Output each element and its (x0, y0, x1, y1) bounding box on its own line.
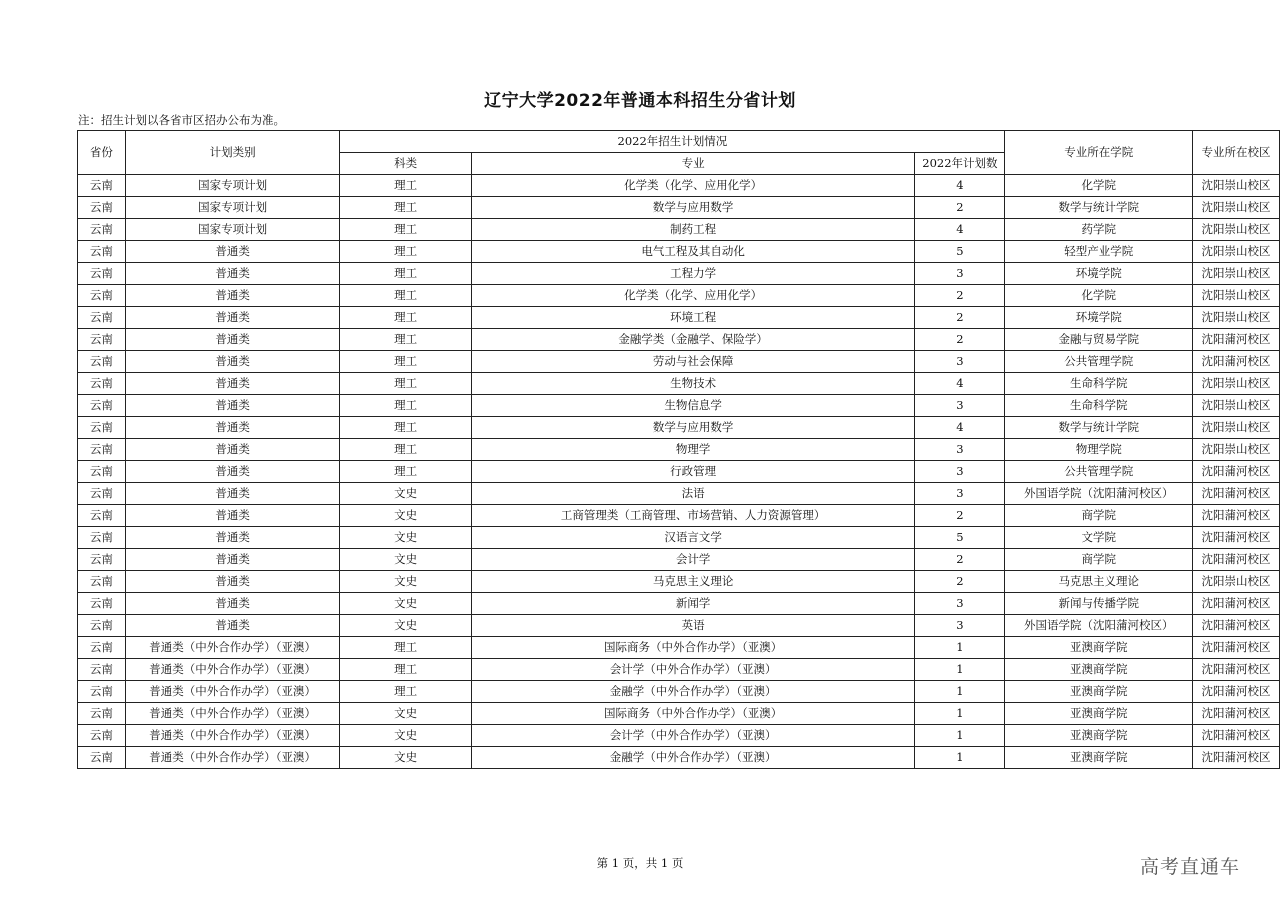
cell-college: 药学院 (1005, 219, 1193, 241)
cell-province: 云南 (78, 659, 126, 681)
header-count: 2022年计划数 (915, 153, 1005, 175)
cell-count: 2 (915, 307, 1005, 329)
cell-count: 3 (915, 615, 1005, 637)
cell-subject: 理工 (340, 373, 471, 395)
cell-province: 云南 (78, 549, 126, 571)
cell-college: 化学院 (1005, 175, 1193, 197)
cell-count: 2 (915, 505, 1005, 527)
cell-count: 3 (915, 461, 1005, 483)
table-row (78, 637, 1280, 659)
cell-major: 国际商务（中外合作办学）（亚澳） (471, 703, 915, 725)
table-row (78, 461, 1280, 483)
cell-college: 物理学院 (1005, 439, 1193, 461)
cell-campus: 沈阳蒲河校区 (1193, 329, 1280, 351)
cell-college: 亚澳商学院 (1005, 747, 1193, 769)
watermark: 高考直通车 (1140, 856, 1241, 878)
cell-campus: 沈阳崇山校区 (1193, 175, 1280, 197)
table-row (78, 659, 1280, 681)
cell-province: 云南 (78, 725, 126, 747)
table-row (78, 549, 1280, 571)
cell-subject: 理工 (340, 219, 471, 241)
cell-major: 金融学（中外合作办学）（亚澳） (471, 681, 915, 703)
cell-major: 金融学（中外合作办学）（亚澳） (471, 747, 915, 769)
cell-major: 制药工程 (471, 219, 915, 241)
cell-subject: 文史 (340, 593, 471, 615)
header-campus: 专业所在校区 (1193, 131, 1280, 175)
cell-province: 云南 (78, 461, 126, 483)
header-plan-group: 2022年招生计划情况 (340, 131, 1005, 153)
cell-subject: 文史 (340, 615, 471, 637)
cell-province: 云南 (78, 593, 126, 615)
cell-college: 数学与统计学院 (1005, 417, 1193, 439)
cell-college: 轻型产业学院 (1005, 241, 1193, 263)
cell-province: 云南 (78, 615, 126, 637)
cell-campus: 沈阳崇山校区 (1193, 571, 1280, 593)
cell-count: 3 (915, 395, 1005, 417)
cell-province: 云南 (78, 197, 126, 219)
cell-major: 国际商务（中外合作办学）（亚澳） (471, 637, 915, 659)
header-major: 专业 (471, 153, 915, 175)
cell-college: 商学院 (1005, 549, 1193, 571)
cell-plan-type: 普通类（中外合作办学）（亚澳） (125, 637, 340, 659)
cell-count: 5 (915, 527, 1005, 549)
cell-count: 3 (915, 483, 1005, 505)
cell-province: 云南 (78, 505, 126, 527)
cell-major: 新闻学 (471, 593, 915, 615)
cell-province: 云南 (78, 219, 126, 241)
cell-campus: 沈阳崇山校区 (1193, 219, 1280, 241)
cell-province: 云南 (78, 439, 126, 461)
header-subject: 科类 (340, 153, 471, 175)
cell-college: 外国语学院（沈阳蒲河校区） (1005, 483, 1193, 505)
page-footer: 第 1 页，共 1 页 (596, 856, 684, 870)
cell-campus: 沈阳蒲河校区 (1193, 681, 1280, 703)
table-row (78, 197, 1280, 219)
cell-campus: 沈阳崇山校区 (1193, 241, 1280, 263)
cell-subject: 理工 (340, 439, 471, 461)
cell-plan-type: 普通类 (125, 527, 340, 549)
cell-college: 公共管理学院 (1005, 461, 1193, 483)
cell-major: 化学类（化学、应用化学） (471, 285, 915, 307)
table-row (78, 417, 1280, 439)
cell-subject: 理工 (340, 285, 471, 307)
cell-major: 数学与应用数学 (471, 417, 915, 439)
cell-campus: 沈阳蒲河校区 (1193, 483, 1280, 505)
cell-campus: 沈阳蒲河校区 (1193, 703, 1280, 725)
cell-major: 工程力学 (471, 263, 915, 285)
table-row (78, 263, 1280, 285)
cell-major: 法语 (471, 483, 915, 505)
cell-count: 1 (915, 703, 1005, 725)
cell-subject: 文史 (340, 483, 471, 505)
header-plan-type: 计划类别 (125, 131, 340, 175)
cell-campus: 沈阳蒲河校区 (1193, 351, 1280, 373)
cell-province: 云南 (78, 373, 126, 395)
cell-province: 云南 (78, 637, 126, 659)
table-row (78, 285, 1280, 307)
cell-count: 3 (915, 351, 1005, 373)
cell-campus: 沈阳崇山校区 (1193, 439, 1280, 461)
cell-college: 亚澳商学院 (1005, 725, 1193, 747)
cell-campus: 沈阳崇山校区 (1193, 285, 1280, 307)
cell-college: 金融与贸易学院 (1005, 329, 1193, 351)
table-row (78, 439, 1280, 461)
cell-count: 2 (915, 549, 1005, 571)
cell-subject: 理工 (340, 241, 471, 263)
cell-count: 3 (915, 263, 1005, 285)
cell-campus: 沈阳蒲河校区 (1193, 637, 1280, 659)
cell-count: 5 (915, 241, 1005, 263)
cell-plan-type: 普通类 (125, 461, 340, 483)
cell-province: 云南 (78, 703, 126, 725)
cell-college: 生命科学院 (1005, 373, 1193, 395)
table-row (78, 703, 1280, 725)
cell-subject: 文史 (340, 527, 471, 549)
cell-college: 环境学院 (1005, 263, 1193, 285)
cell-college: 亚澳商学院 (1005, 703, 1193, 725)
cell-plan-type: 国家专项计划 (125, 219, 340, 241)
table-row (78, 351, 1280, 373)
table-row (78, 329, 1280, 351)
cell-count: 1 (915, 747, 1005, 769)
cell-campus: 沈阳蒲河校区 (1193, 593, 1280, 615)
cell-province: 云南 (78, 285, 126, 307)
cell-subject: 文史 (340, 549, 471, 571)
cell-college: 公共管理学院 (1005, 351, 1193, 373)
cell-count: 2 (915, 329, 1005, 351)
cell-province: 云南 (78, 681, 126, 703)
cell-plan-type: 普通类（中外合作办学）（亚澳） (125, 681, 340, 703)
cell-province: 云南 (78, 483, 126, 505)
cell-campus: 沈阳崇山校区 (1193, 417, 1280, 439)
cell-plan-type: 普通类（中外合作办学）（亚澳） (125, 703, 340, 725)
cell-province: 云南 (78, 395, 126, 417)
cell-plan-type: 国家专项计划 (125, 197, 340, 219)
cell-major: 环境工程 (471, 307, 915, 329)
table-row (78, 571, 1280, 593)
cell-province: 云南 (78, 351, 126, 373)
cell-plan-type: 普通类 (125, 483, 340, 505)
cell-campus: 沈阳蒲河校区 (1193, 527, 1280, 549)
cell-plan-type: 普通类 (125, 263, 340, 285)
cell-major: 会计学 (471, 549, 915, 571)
cell-plan-type: 普通类 (125, 373, 340, 395)
cell-province: 云南 (78, 571, 126, 593)
cell-college: 亚澳商学院 (1005, 637, 1193, 659)
cell-count: 4 (915, 373, 1005, 395)
cell-subject: 理工 (340, 659, 471, 681)
cell-count: 1 (915, 681, 1005, 703)
cell-college: 环境学院 (1005, 307, 1193, 329)
cell-plan-type: 普通类 (125, 549, 340, 571)
cell-count: 2 (915, 197, 1005, 219)
cell-college: 商学院 (1005, 505, 1193, 527)
cell-college: 马克思主义理论 (1005, 571, 1193, 593)
cell-plan-type: 普通类 (125, 307, 340, 329)
cell-province: 云南 (78, 175, 126, 197)
cell-province: 云南 (78, 307, 126, 329)
cell-count: 1 (915, 725, 1005, 747)
cell-campus: 沈阳蒲河校区 (1193, 461, 1280, 483)
cell-plan-type: 国家专项计划 (125, 175, 340, 197)
table-row (78, 219, 1280, 241)
table-row (78, 681, 1280, 703)
cell-plan-type: 普通类 (125, 285, 340, 307)
header-province: 省份 (78, 131, 126, 175)
cell-count: 4 (915, 175, 1005, 197)
header-college: 专业所在学院 (1005, 131, 1193, 175)
table-row (78, 527, 1280, 549)
table-row (78, 505, 1280, 527)
cell-campus: 沈阳蒲河校区 (1193, 725, 1280, 747)
cell-province: 云南 (78, 747, 126, 769)
cell-plan-type: 普通类 (125, 505, 340, 527)
cell-major: 劳动与社会保障 (471, 351, 915, 373)
table-row (78, 483, 1280, 505)
cell-subject: 理工 (340, 395, 471, 417)
cell-major: 汉语言文学 (471, 527, 915, 549)
cell-campus: 沈阳蒲河校区 (1193, 747, 1280, 769)
cell-province: 云南 (78, 527, 126, 549)
cell-subject: 文史 (340, 571, 471, 593)
cell-major: 化学类（化学、应用化学） (471, 175, 915, 197)
cell-campus: 沈阳蒲河校区 (1193, 549, 1280, 571)
table-row (78, 593, 1280, 615)
cell-plan-type: 普通类 (125, 395, 340, 417)
cell-subject: 理工 (340, 461, 471, 483)
cell-college: 新闻与传播学院 (1005, 593, 1193, 615)
cell-major: 生物技术 (471, 373, 915, 395)
cell-subject: 文史 (340, 725, 471, 747)
cell-subject: 理工 (340, 307, 471, 329)
cell-campus: 沈阳崇山校区 (1193, 197, 1280, 219)
cell-plan-type: 普通类（中外合作办学）（亚澳） (125, 747, 340, 769)
cell-college: 亚澳商学院 (1005, 681, 1193, 703)
cell-plan-type: 普通类 (125, 417, 340, 439)
cell-campus: 沈阳蒲河校区 (1193, 615, 1280, 637)
cell-plan-type: 普通类 (125, 241, 340, 263)
cell-subject: 理工 (340, 197, 471, 219)
cell-province: 云南 (78, 241, 126, 263)
cell-campus: 沈阳崇山校区 (1193, 373, 1280, 395)
table-row (78, 373, 1280, 395)
cell-count: 4 (915, 417, 1005, 439)
cell-subject: 理工 (340, 637, 471, 659)
cell-subject: 理工 (340, 329, 471, 351)
note-text: 注：招生计划以各省市区招办公布为准。 (78, 113, 285, 127)
cell-plan-type: 普通类 (125, 329, 340, 351)
cell-province: 云南 (78, 263, 126, 285)
cell-major: 物理学 (471, 439, 915, 461)
cell-major: 数学与应用数学 (471, 197, 915, 219)
cell-count: 3 (915, 439, 1005, 461)
cell-major: 会计学（中外合作办学）（亚澳） (471, 659, 915, 681)
cell-campus: 沈阳蒲河校区 (1193, 659, 1280, 681)
cell-major: 行政管理 (471, 461, 915, 483)
cell-plan-type: 普通类 (125, 593, 340, 615)
cell-subject: 理工 (340, 417, 471, 439)
table-row (78, 615, 1280, 637)
cell-plan-type: 普通类 (125, 351, 340, 373)
cell-campus: 沈阳崇山校区 (1193, 307, 1280, 329)
cell-plan-type: 普通类 (125, 439, 340, 461)
cell-count: 2 (915, 285, 1005, 307)
cell-subject: 理工 (340, 681, 471, 703)
cell-count: 3 (915, 593, 1005, 615)
cell-subject: 理工 (340, 263, 471, 285)
cell-major: 工商管理类（工商管理、市场营销、人力资源管理） (471, 505, 915, 527)
table-row (78, 395, 1280, 417)
enrollment-plan-table (77, 130, 1280, 769)
table-row (78, 747, 1280, 769)
table-row (78, 307, 1280, 329)
cell-major: 金融学类（金融学、保险学） (471, 329, 915, 351)
cell-subject: 文史 (340, 505, 471, 527)
table-row (78, 175, 1280, 197)
cell-campus: 沈阳崇山校区 (1193, 395, 1280, 417)
cell-plan-type: 普通类 (125, 571, 340, 593)
cell-count: 2 (915, 571, 1005, 593)
cell-province: 云南 (78, 417, 126, 439)
cell-subject: 文史 (340, 703, 471, 725)
cell-campus: 沈阳蒲河校区 (1193, 505, 1280, 527)
page-title: 辽宁大学2022年普通本科招生分省计划 (484, 91, 796, 111)
cell-college: 生命科学院 (1005, 395, 1193, 417)
cell-subject: 理工 (340, 351, 471, 373)
cell-major: 马克思主义理论 (471, 571, 915, 593)
table-body (78, 175, 1280, 769)
cell-count: 1 (915, 637, 1005, 659)
table-row (78, 241, 1280, 263)
cell-province: 云南 (78, 329, 126, 351)
cell-count: 4 (915, 219, 1005, 241)
cell-major: 生物信息学 (471, 395, 915, 417)
cell-major: 英语 (471, 615, 915, 637)
table-row (78, 725, 1280, 747)
cell-college: 文学院 (1005, 527, 1193, 549)
cell-campus: 沈阳崇山校区 (1193, 263, 1280, 285)
cell-college: 数学与统计学院 (1005, 197, 1193, 219)
cell-plan-type: 普通类 (125, 615, 340, 637)
cell-major: 电气工程及其自动化 (471, 241, 915, 263)
cell-college: 外国语学院（沈阳蒲河校区） (1005, 615, 1193, 637)
cell-plan-type: 普通类（中外合作办学）（亚澳） (125, 659, 340, 681)
cell-college: 亚澳商学院 (1005, 659, 1193, 681)
cell-college: 化学院 (1005, 285, 1193, 307)
cell-subject: 文史 (340, 747, 471, 769)
cell-plan-type: 普通类（中外合作办学）（亚澳） (125, 725, 340, 747)
cell-major: 会计学（中外合作办学）（亚澳） (471, 725, 915, 747)
cell-count: 1 (915, 659, 1005, 681)
cell-subject: 理工 (340, 175, 471, 197)
